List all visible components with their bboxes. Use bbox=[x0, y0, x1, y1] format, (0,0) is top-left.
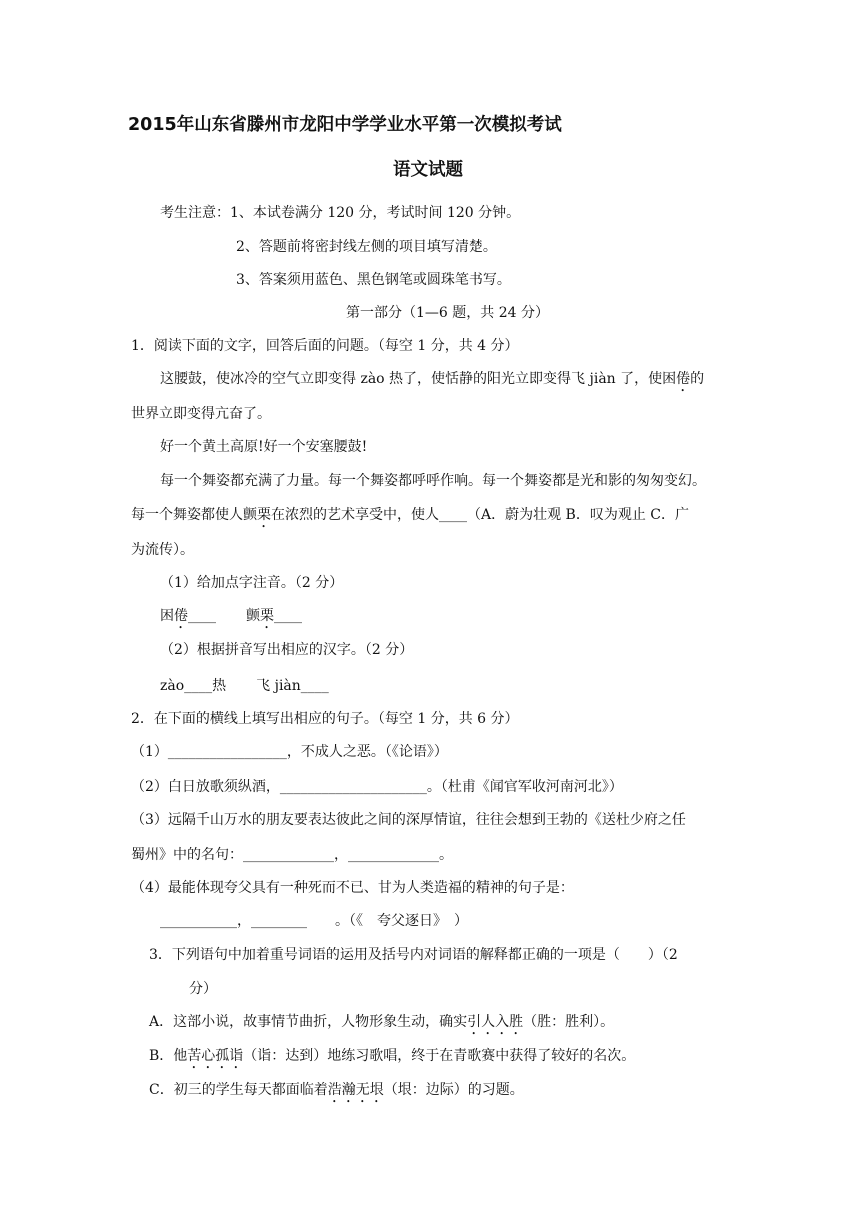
question-2-item-1: （1）_________________，不成人之恶。（《论语》） bbox=[131, 744, 448, 760]
passage-line-3: 好一个黄土高原!好一个安塞腰鼓! bbox=[160, 439, 368, 455]
answer-text: zào____热 bbox=[160, 678, 227, 694]
option-text: C．初三的学生每天都面临着 bbox=[149, 1082, 328, 1098]
question-3-stem: 3．下列语句中加着重号词语的运用及括号内对词语的解释都正确的一项是（ ）（2 bbox=[149, 947, 678, 963]
answer-text: 飞 jiàn____ bbox=[256, 678, 329, 694]
passage-text: 每一个舞姿都使人颤 bbox=[131, 507, 257, 523]
exam-subtitle: 语文试题 bbox=[393, 160, 463, 180]
question-1-stem: 1．阅读下面的文字，回答后面的问题。（每空 1 分，共 4 分） bbox=[131, 338, 519, 354]
passage-text: 在浓烈的艺术享受中，使人____（A．蔚为壮观 B．叹为观止 C．广 bbox=[271, 507, 690, 523]
exam-title: 2015年山东省滕州市龙阳中学学业水平第一次模拟考试 bbox=[128, 115, 562, 135]
answer-blank: ____ bbox=[188, 608, 216, 624]
answer-text: 颤 bbox=[246, 608, 260, 624]
sub-question-1: （1）给加点字注音。（2 分） bbox=[160, 575, 344, 591]
dotted-char: 栗 bbox=[260, 608, 274, 624]
sub-question-2-answers bbox=[160, 676, 329, 696]
notice-line-1: 考生注意：1、本试卷满分 120 分，考试时间 120 分钟。 bbox=[160, 205, 521, 221]
option-b bbox=[149, 1046, 635, 1072]
question-3-stem-cont: 分） bbox=[189, 981, 217, 997]
option-a bbox=[149, 1012, 614, 1038]
question-2-item-3a: （3）远隔千山万水的朋友要表达彼此之间的深厚情谊，往往会想到王勃的《送杜少府之任 bbox=[131, 812, 686, 828]
question-2-item-4a: （4）最能体现夸父具有一种死而不已、甘为人类造福的精神的句子是： bbox=[131, 880, 574, 896]
option-text: （垠：边际）的习题。 bbox=[383, 1082, 524, 1098]
dotted-term: 浩瀚无垠 bbox=[327, 1082, 384, 1098]
sub-question-1-answers bbox=[160, 606, 302, 632]
passage-line-1 bbox=[160, 369, 704, 395]
option-text: （诣：达到）地练习歌唱，终于在青歌赛中获得了较好的名次。 bbox=[243, 1048, 636, 1064]
notice-line-3: 3、答案须用蓝色、黑色钢笔或圆珠笔书写。 bbox=[236, 272, 511, 288]
passage-text: 的 bbox=[690, 371, 705, 387]
sub-question-2: （2）根据拼音写出相应的汉字。（2 分） bbox=[160, 642, 414, 658]
answer-text: 困 bbox=[160, 608, 174, 624]
passage-line-6: 为流传）。 bbox=[131, 542, 194, 558]
dotted-char: 倦 bbox=[174, 608, 188, 624]
option-text: A．这部小说，故事情节曲折，人物形象生动，确实 bbox=[149, 1014, 468, 1030]
passage-line-2: 世界立即变得亢奋了。 bbox=[131, 406, 271, 422]
option-text: （胜：胜利）。 bbox=[523, 1014, 615, 1030]
part-heading: 第一部分（1—6 题，共 24 分） bbox=[346, 305, 549, 321]
passage-text: 这腰鼓，使冰冷的空气立即变得 zào 热了，使恬静的阳光立即变得飞 jiàn 了，使困 bbox=[160, 371, 677, 387]
dotted-term: 引人入胜 bbox=[467, 1014, 524, 1030]
notice-line-2: 2、答题前将密封线左侧的项目填写清楚。 bbox=[236, 239, 497, 255]
question-2-item-2: （2）白日放歌须纵酒，_____________________。（杜甫《闻官军收河南河北》） bbox=[131, 779, 623, 795]
passage-line-5 bbox=[131, 505, 689, 531]
dotted-char: 栗 bbox=[257, 507, 271, 523]
option-text: B．他 bbox=[149, 1048, 188, 1064]
passage-line-4: 每一个舞姿都充满了力量。每一个舞姿都呼呼作响。每一个舞姿都是光和影的匆匆变幻。 bbox=[160, 473, 706, 489]
answer-blank: ____ bbox=[274, 608, 302, 624]
question-2-item-4b: ___________，________ 。（《 夸父逐日》 ） bbox=[160, 913, 468, 929]
dotted-char: 倦 bbox=[676, 371, 691, 387]
question-2-item-3b: 蜀州》中的名句：_____________，_____________。 bbox=[131, 847, 453, 863]
option-c bbox=[149, 1080, 524, 1106]
dotted-term: 苦心孤诣 bbox=[187, 1048, 244, 1064]
question-2-stem: 2．在下面的横线上填写出相应的句子。（每空 1 分，共 6 分） bbox=[131, 711, 519, 727]
